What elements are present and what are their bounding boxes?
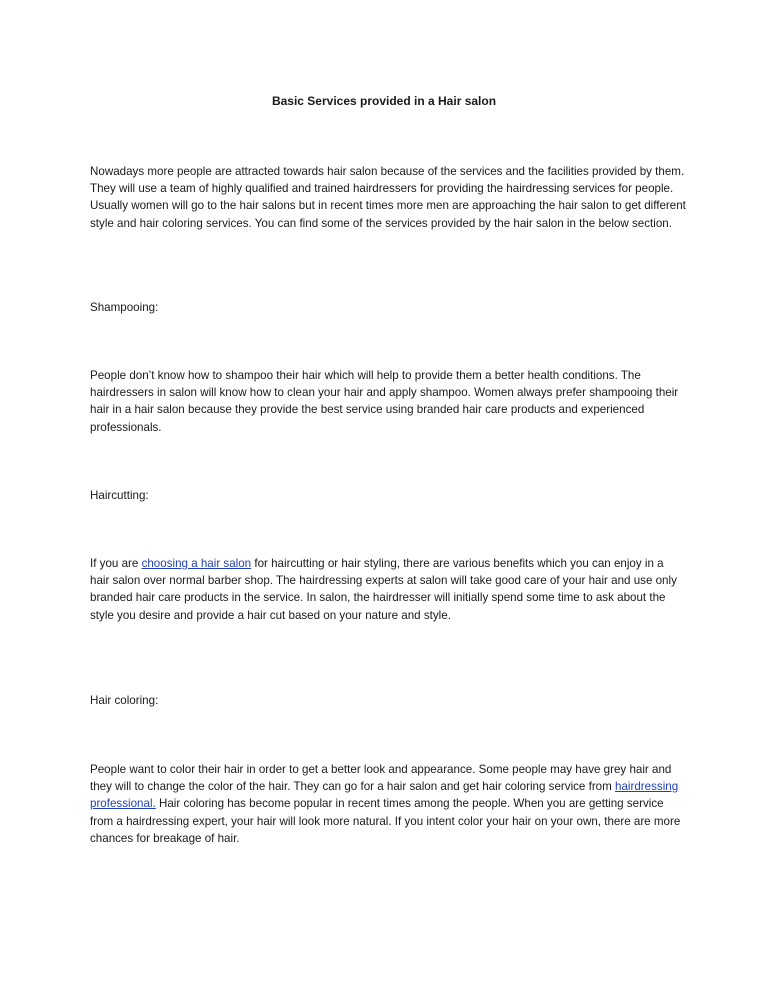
haircutting-text-before: If you are xyxy=(90,557,142,570)
section-heading-shampooing: Shampooing: xyxy=(90,301,159,314)
section-heading-haircutting: Haircutting: xyxy=(90,489,149,502)
hairdressing-professional-link[interactable]: hairdressing professional. xyxy=(90,780,679,811)
choosing-hair-salon-link[interactable]: choosing a hair salon xyxy=(141,557,252,570)
section-body-shampooing: People don’t know how to shampoo their hair which will help to provide them a better health conditions. The hairdressers in salon will know how to clean your hair and apply shampoo. Women always prefer shampooing their hair in a hair salon because they provide the best service using branded hair care products and experienced professionals. xyxy=(90,369,679,434)
coloring-text-after: Hair coloring has become popular in recent times among the people. When you are getting service from a hairdressing expert, your hair will look more natural. If you intent color your hair on your own, there are more chances for breakage of hair. xyxy=(90,797,681,845)
intro-paragraph: Nowadays more people are attracted towards hair salon because of the services and the facilities provided by them. They will use a team of highly qualified and trained hairdressers for providing the hairdressing services for people. Usually women will go to the hair salons but in recent times more men are approaching the hair salon to get different style and hair coloring services. You can find some of the services provided by the hair salon in the below section. xyxy=(90,165,686,230)
section-heading-hair-coloring: Hair coloring: xyxy=(90,694,159,707)
haircutting-text-after: for haircutting or hair styling, there are various benefits which you can enjoy in a hair salon over normal barber shop. The hairdressing experts at salon will take good care of your hair and use only branded hair care products in the service. In salon, the hairdresser will initially spend some time to ask about the style you desire and provide a hair cut based on your nature and style. xyxy=(90,557,677,622)
section-body-hair-coloring xyxy=(90,761,686,847)
section-body-haircutting xyxy=(90,555,686,624)
document-title: Basic Services provided in a Hair salon xyxy=(271,94,497,108)
coloring-text-before: People want to color their hair in order to get a better look and appearance. Some people may have grey hair and they will to change the color of the hair. They can go for a hair salon and get hair coloring service from xyxy=(90,763,672,794)
